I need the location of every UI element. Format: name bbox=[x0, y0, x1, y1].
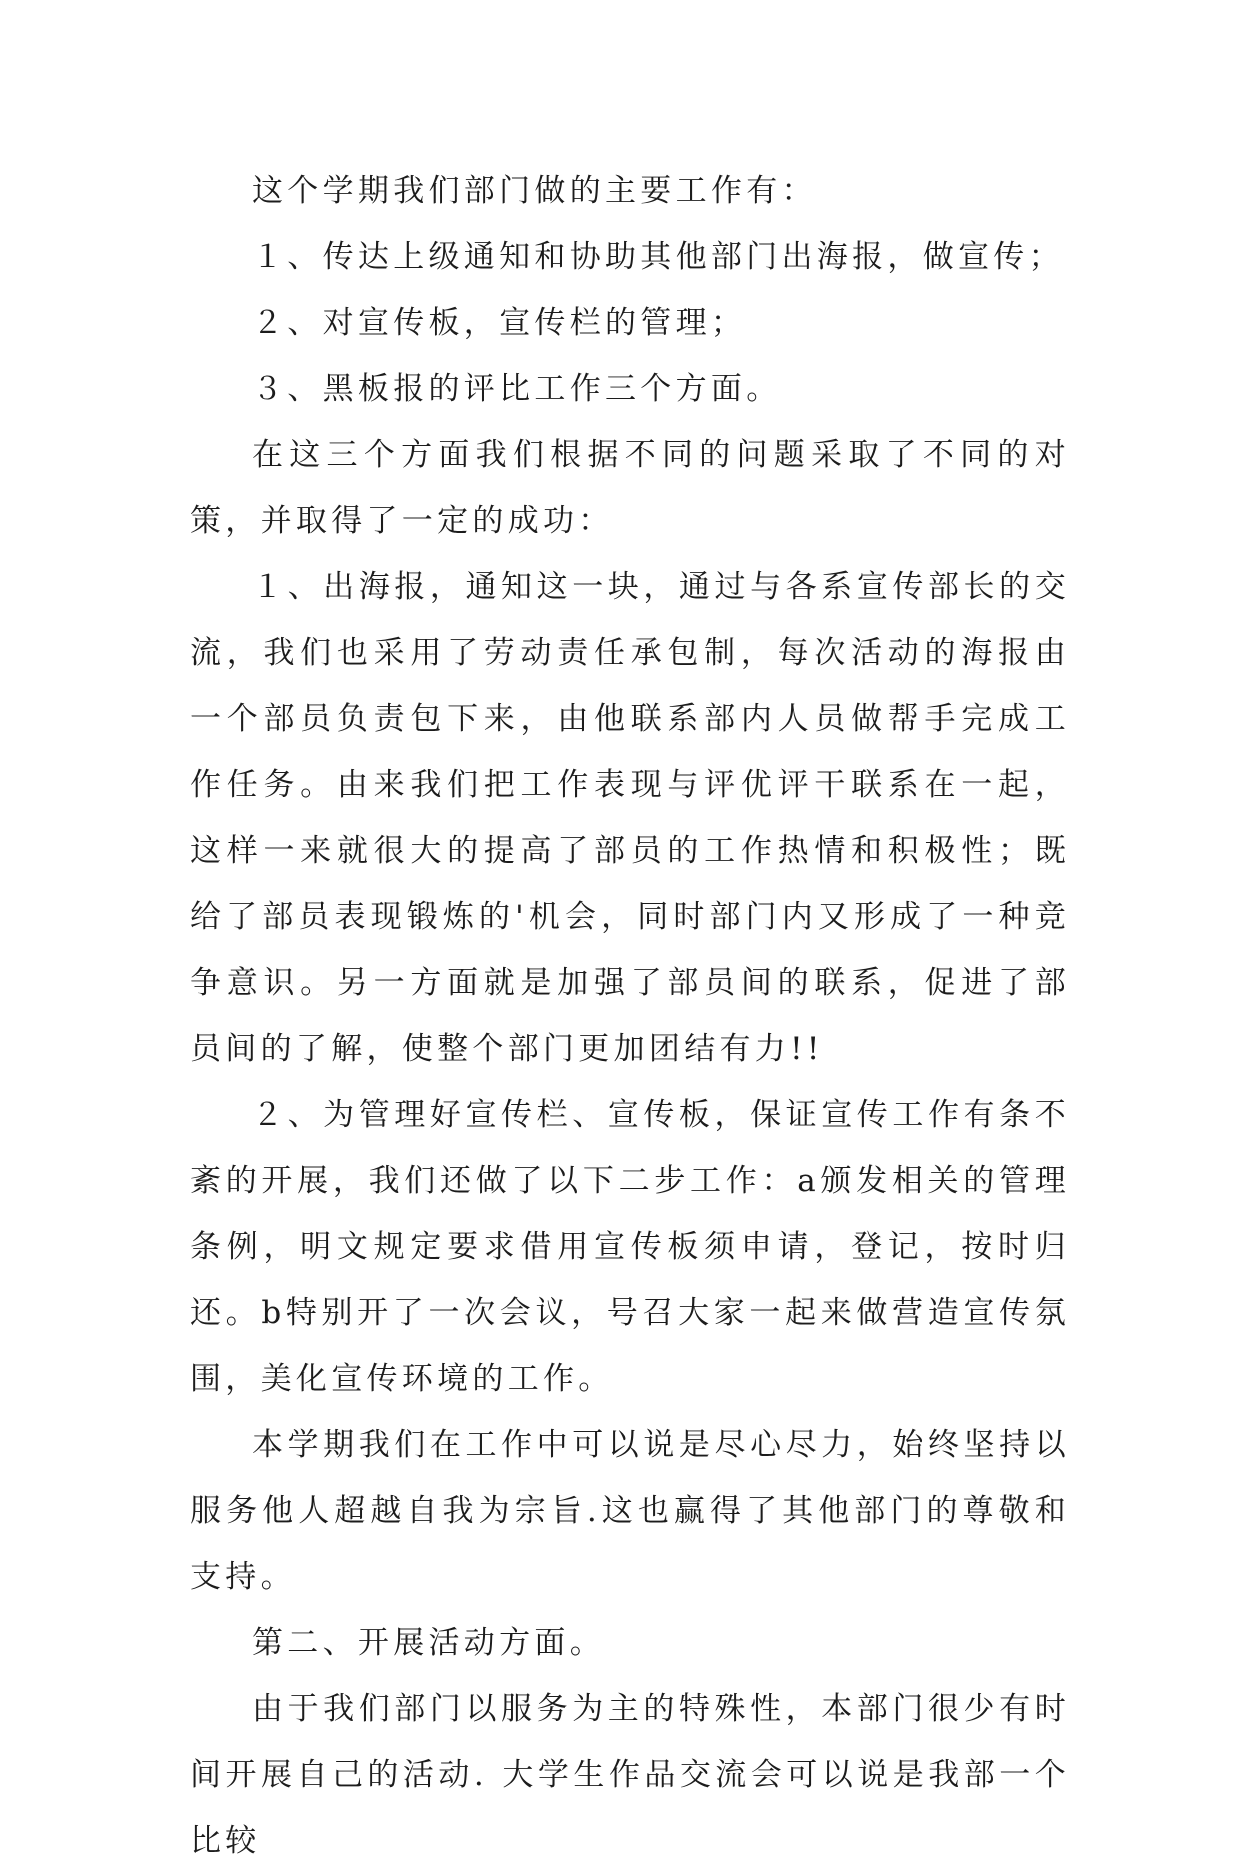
paragraph-posters: １、出海报，通知这一块，通过与各系宣传部长的交流，我们也采用了劳动责任承包制，每次活动的海报由一个部员负责包下来，由他联系部内人员做帮手完成工作任务。由来我们把工作表现与评优评干联系在一起，这样一来就很大的提高了部员的工作热情和积极性；既给了部员表现锻炼的'机会，同时部门内又形成了一种竞争意识。另一方面就是加强了部员间的联系，促进了部员间的了解，使整个部门更加团结有力!! bbox=[190, 569, 1070, 1067]
paragraph-section-heading: 第二、开展活动方面。 bbox=[252, 1625, 605, 1661]
paragraph-summary: 本学期我们在工作中可以说是尽心尽力，始终坚持以服务他人超越自我为宗旨.这也赢得了其他部门的尊敬和支持。 bbox=[190, 1427, 1070, 1595]
paragraph-strategy: 在这三个方面我们根据不同的问题采取了不同的对策，并取得了一定的成功： bbox=[190, 437, 1070, 539]
paragraph-item-1: １、传达上级通知和协助其他部门出海报，做宣传； bbox=[252, 239, 1064, 275]
paragraph-intro: 这个学期我们部门做的主要工作有： bbox=[252, 173, 817, 209]
paragraph-item-2: ２、对宣传板，宣传栏的管理； bbox=[252, 305, 747, 341]
paragraph-item-3: ３、黑板报的评比工作三个方面。 bbox=[252, 371, 782, 407]
paragraph-boards: ２、为管理好宣传栏、宣传板，保证宣传工作有条不紊的开展，我们还做了以下二步工作：a颁发相关的管理条例，明文规定要求借用宣传板须申请，登记，按时归还。b特别开了一次会议，号召大家一起来做营造宣传氛围，美化宣传环境的工作。 bbox=[190, 1097, 1070, 1397]
document-body bbox=[190, 158, 1070, 1874]
paragraph-activities: 由于我们部门以服务为主的特殊性，本部门很少有时间开展自己的活动. 大学生作品交流会可以说是我部一个比较 bbox=[190, 1691, 1070, 1859]
